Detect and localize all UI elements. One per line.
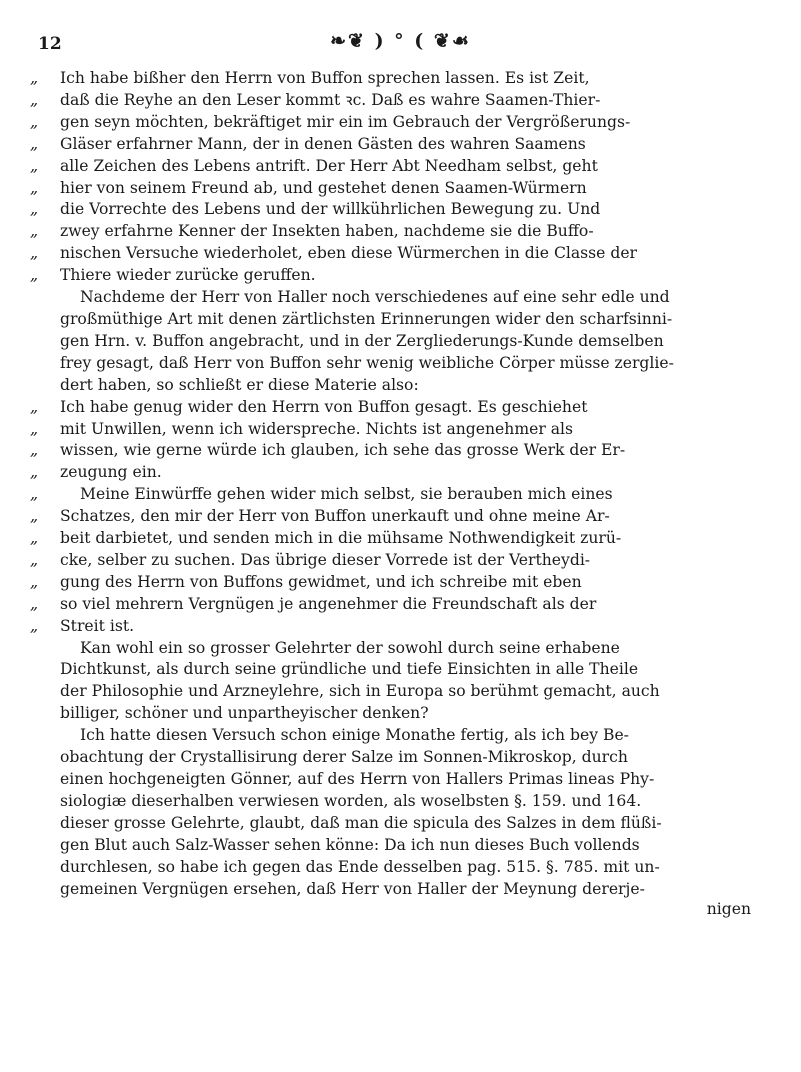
line-text: obachtung der Crystallisirung derer Salze im Sonnen-Mikroskop, durch xyxy=(60,748,628,767)
text-line xyxy=(30,506,771,528)
line-text: zeugung ein. xyxy=(60,463,162,482)
line-text: hier von seinem Freund ab, und gestehet denen Saamen-Würmern xyxy=(60,178,587,197)
line-text: alle Zeichen des Lebens antrift. Der Herr Abt Needham selbst, geht xyxy=(60,156,598,175)
quote-mark: „ xyxy=(30,69,39,87)
line-text: Nachdeme der Herr von Haller noch verschiedenes auf eine sehr edle und xyxy=(80,288,670,307)
quote-mark: „ xyxy=(30,266,39,285)
text-line xyxy=(30,462,771,484)
text-line xyxy=(30,594,771,616)
quote-mark: „ xyxy=(30,463,39,482)
text-line xyxy=(30,835,771,857)
line-text: Meine Einwürffe gehen wider mich selbst, sie berauben mich eines xyxy=(80,485,613,504)
quote-mark: „ xyxy=(30,244,39,263)
line-text: cke, selber zu suchen. Das übrige dieser Vorrede ist der Vertheydi- xyxy=(60,550,591,569)
text-line xyxy=(30,791,771,813)
line-text: Ich habe bißher den Herrn von Buffon sprechen lassen. Es ist Zeit, xyxy=(60,69,590,87)
line-text: durchlesen, so habe ich gegen das Ende desselben pag. 515. §. 785. mit un- xyxy=(60,857,660,876)
catchword: nigen xyxy=(706,900,751,919)
line-text: der Philosophie und Arzneylehre, sich in Europa so berühmt gemacht, auch xyxy=(60,682,660,701)
quote-mark: „ xyxy=(30,550,39,569)
text-line xyxy=(30,178,771,200)
quote-mark: „ xyxy=(30,419,39,438)
text-line xyxy=(30,879,771,901)
quote-mark: „ xyxy=(30,485,39,504)
line-text: nischen Versuche wiederholet, eben diese Würmerchen in die Classe der xyxy=(60,244,638,263)
line-text: gen seyn möchten, bekräftiget mir ein im Gebrauch der Vergrößerungs- xyxy=(60,112,631,131)
text-line xyxy=(30,112,771,134)
text-line xyxy=(30,375,771,397)
text-line xyxy=(30,353,771,375)
text-line xyxy=(30,528,771,550)
line-text: zwey erfahrne Kenner der Insekten haben, nachdeme sie die Buffo- xyxy=(60,222,594,241)
quote-mark: „ xyxy=(30,200,39,219)
text-line xyxy=(30,287,771,309)
text-line xyxy=(30,68,771,90)
line-text: dert haben, so schließt er diese Materie also: xyxy=(60,375,419,394)
text-line xyxy=(30,725,771,747)
quote-mark: „ xyxy=(30,507,39,526)
quote-mark: „ xyxy=(30,616,39,635)
line-text: gung des Herrn von Buffons gewidmet, und ich schreibe mit eben xyxy=(60,572,582,591)
line-text: mit Unwillen, wenn ich widerspreche. Nichts ist angenehmer als xyxy=(60,419,574,438)
text-line xyxy=(30,134,771,156)
quote-mark: „ xyxy=(30,572,39,591)
line-text: großmüthige Art mit denen zärtlichsten Erinnerungen wider den scharfsinni- xyxy=(60,309,673,328)
text-line xyxy=(30,397,771,419)
quote-mark: „ xyxy=(30,90,39,109)
line-text: beit darbietet, und senden mich in die mühsame Nothwendigkeit zurü- xyxy=(60,529,622,548)
text-line xyxy=(30,769,771,791)
quote-mark: „ xyxy=(30,112,39,131)
text-line xyxy=(30,265,771,287)
line-text: gen Blut auch Salz-Wasser sehen könne: Da ich nun dieses Buch vollends xyxy=(60,835,640,854)
text-line xyxy=(30,309,771,331)
quote-mark: „ xyxy=(30,397,39,416)
text-line xyxy=(30,572,771,594)
line-text: Ich habe genug wider den Herrn von Buffon gesagt. Es geschiehet xyxy=(60,397,588,416)
line-text: Ich hatte diesen Versuch schon einige Monathe fertig, als ich bey Be- xyxy=(80,726,629,745)
text-line xyxy=(30,659,771,681)
text-line xyxy=(30,440,771,462)
line-text: siologiæ dieserhalben verwiesen worden, als woselbsten §. 159. und 164. xyxy=(60,791,642,810)
line-text: Kan wohl ein so grosser Gelehrter der sowohl durch seine erhabene xyxy=(80,638,620,657)
quote-mark: „ xyxy=(30,178,39,197)
text-line xyxy=(30,857,771,879)
line-text: billiger, schöner und unpartheyischer denken? xyxy=(60,704,429,723)
line-text: daß die Reyhe an den Leser kommt ꝛc. Daß es wahre Saamen-Thier- xyxy=(60,90,601,109)
text-line xyxy=(30,199,771,221)
line-text: Gläser erfahrner Mann, der in denen Gästen des wahren Saamens xyxy=(60,134,586,153)
line-text: dieser grosse Gelehrte, glaubt, daß man die spicula des Salzes in dem flüßi- xyxy=(60,813,662,832)
header-ornament: ❧❦ ) ° ( ❦☙ xyxy=(330,30,471,52)
quote-mark: „ xyxy=(30,594,39,613)
text-line xyxy=(30,484,771,506)
quote-mark: „ xyxy=(30,441,39,460)
text-line xyxy=(30,243,771,265)
text-line xyxy=(30,813,771,835)
text-line xyxy=(30,419,771,441)
text-line xyxy=(30,90,771,112)
quote-mark: „ xyxy=(30,529,39,548)
line-text: gen Hrn. v. Buffon angebracht, und in der Zergliederungs-Kunde demselben xyxy=(60,331,664,350)
line-text: einen hochgeneigten Gönner, auf des Herrn von Hallers Primas lineas Phy- xyxy=(60,770,655,788)
text-line xyxy=(30,156,771,178)
text-line xyxy=(30,703,771,725)
text-line xyxy=(30,331,771,353)
line-text: Thiere wieder zurücke geruffen. xyxy=(60,266,316,285)
line-text: gemeinen Vergnügen ersehen, daß Herr von Haller der Meynung dererje- xyxy=(60,879,645,898)
line-text: Streit ist. xyxy=(60,616,135,635)
text-line xyxy=(30,221,771,243)
quote-mark: „ xyxy=(30,222,39,241)
line-text: Schatzes, den mir der Herr von Buffon unerkauft und ohne meine Ar- xyxy=(60,507,610,526)
page-number: 12 xyxy=(38,34,62,54)
text-line xyxy=(30,638,771,660)
line-text: so viel mehrern Vergnügen je angenehmer die Freundschaft als der xyxy=(60,594,597,613)
page-header xyxy=(30,30,771,64)
line-text: frey gesagt, daß Herr von Buffon sehr wenig weibliche Cörper müsse zerglie- xyxy=(60,353,674,372)
text-line xyxy=(30,747,771,769)
text-line xyxy=(30,616,771,638)
quote-mark: „ xyxy=(30,156,39,175)
body-text xyxy=(30,68,771,900)
line-text: die Vorrechte des Lebens und der willkührlichen Bewegung zu. Und xyxy=(60,200,601,219)
quote-mark: „ xyxy=(30,134,39,153)
line-text: wissen, wie gerne würde ich glauben, ich sehe das grosse Werk der Er- xyxy=(60,441,626,460)
text-line xyxy=(30,681,771,703)
text-line xyxy=(30,550,771,572)
line-text: Dichtkunst, als durch seine gründliche und tiefe Einsichten in alle Theile xyxy=(60,660,639,679)
